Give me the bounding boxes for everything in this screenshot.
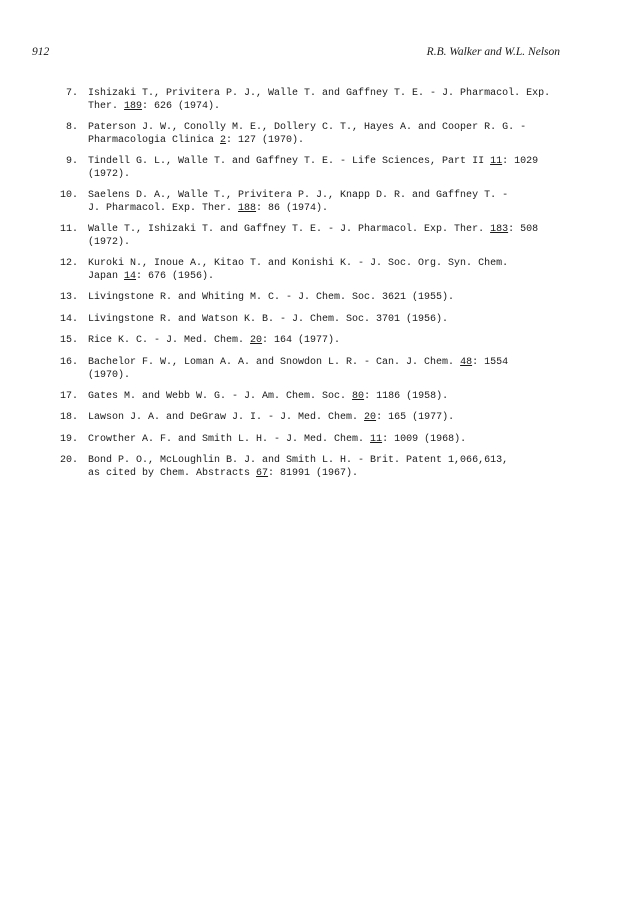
reference-text [88,335,576,348]
reference-item [56,391,576,404]
reference-line [88,169,576,182]
reference-number: 16. [59,356,78,368]
reference-line [88,88,576,101]
reference-line [88,258,576,271]
citation-text: Crowther A. F. and Smith L. H. - J. Med. Chem. [88,433,371,445]
citation-text: Pharmacologia Clinica [88,134,221,146]
reference-number: 17. [59,391,78,402]
reference-line [88,455,576,468]
reference-text [88,455,576,480]
reference-number: 11. [59,224,78,236]
citation-pages: : 1186 (1958). [364,391,449,402]
reference-item [56,190,576,215]
citation-text: (1972). [88,168,131,180]
citation-text: Lawson J. A. and DeGraw J. I. - J. Med. Chem. [88,412,365,424]
reference-number: 15. [59,335,78,347]
citation-text: Ther. [88,100,125,112]
reference-line [88,237,576,250]
reference-line [88,357,576,370]
citation-text: Walle T., Ishizaki T. and Gaffney T. E. - J. Pharmacol. Exp. Ther. [88,224,491,236]
citation-text: Ishizaki T., Privitera P. J., Walle T. and Gaffney T. E. - J. Pharmacol. Exp. [88,88,551,99]
volume-number: 189 [124,100,143,112]
citation-pages: : 1029 [502,156,539,168]
citation-text: Bachelor F. W., Loman A. A. and Snowdon L. R. - Can. J. Chem. [88,356,461,368]
citation-text: Rice K. C. - J. Med. Chem. [88,335,251,347]
reference-item [56,335,576,348]
reference-list [56,88,576,490]
volume-number: 183 [490,224,509,236]
reference-item [56,434,576,447]
reference-line [88,434,576,447]
reference-text [88,314,576,327]
citation-pages: : 164 (1977). [262,335,341,347]
reference-item [56,88,576,113]
reference-line [88,468,576,481]
reference-number: 20. [59,455,78,467]
reference-line [88,135,576,148]
reference-line [88,122,576,135]
reference-item [56,156,576,181]
reference-item [56,292,576,305]
reference-line [88,271,576,284]
reference-text [88,391,576,404]
reference-line [88,101,576,114]
citation-pages: : 127 (1970). [226,134,305,146]
reference-text [88,258,576,283]
citation-text: J. Pharmacol. Exp. Ther. [88,202,239,214]
citation-text: Livingstone R. and Watson K. B. - J. Chem. Soc. 3701 (1956). [88,313,449,325]
citation-pages: : 508 [508,224,539,236]
reference-number: 8. [65,122,78,134]
citation-text: Paterson J. W., Conolly M. E., Dollery C. T., Hayes A. and Cooper R. G. - [88,122,527,134]
reference-number: 7. [65,88,78,99]
volume-number: 67 [256,468,269,480]
reference-number: 14. [59,313,78,325]
reference-item [56,224,576,249]
volume-number: 2 [220,134,227,146]
running-head-authors: R.B. Walker and W.L. Nelson [426,46,560,58]
reference-number: 12. [59,258,78,270]
reference-item [56,412,576,425]
citation-text: (1972). [88,236,131,248]
reference-text [88,357,576,382]
citation-text: Japan [88,270,125,282]
reference-line [88,412,576,425]
volume-number: 20 [364,412,377,424]
citation-pages: : 81991 (1967). [268,468,359,480]
reference-number: 10. [59,190,78,202]
citation-pages: : 1554 [472,356,509,368]
reference-line [88,156,576,169]
reference-number: 13. [59,292,78,304]
citation-pages: : 676 (1956). [136,270,215,282]
reference-line [88,292,576,305]
volume-number: 80 [352,391,365,402]
reference-text [88,156,576,181]
citation-pages: : 1009 (1968). [382,433,467,445]
citation-text: Gates M. and Webb W. G. - J. Am. Chem. Soc. [88,391,353,402]
reference-line [88,314,576,327]
reference-line [88,370,576,383]
reference-line [88,224,576,237]
citation-pages: : 86 (1974). [256,202,329,214]
reference-item [56,455,576,480]
volume-number: 188 [238,202,257,214]
reference-text [88,190,576,215]
page-header [32,46,560,60]
reference-text [88,88,576,113]
reference-line [88,190,576,203]
volume-number: 20 [250,335,263,347]
citation-text: Livingstone R. and Whiting M. C. - J. Chem. Soc. 3621 (1955). [88,292,455,304]
reference-text [88,122,576,147]
reference-item [56,122,576,147]
volume-number: 11 [490,156,503,168]
reference-item [56,357,576,382]
reference-number: 19. [59,433,78,445]
reference-line [88,335,576,348]
volume-number: 48 [460,356,473,368]
citation-pages: : 626 (1974). [142,100,221,112]
citation-text: Kuroki N., Inoue A., Kitao T. and Konishi K. - J. Soc. Org. Syn. Chem. [88,258,509,270]
volume-number: 11 [370,433,383,445]
reference-text [88,224,576,249]
citation-text: as cited by Chem. Abstracts [88,468,257,480]
volume-number: 14 [124,270,137,282]
reference-item [56,314,576,327]
citation-pages: : 165 (1977). [376,412,455,424]
reference-number: 18. [59,412,78,424]
reference-text [88,412,576,425]
page-number: 912 [32,46,50,58]
reference-text [88,292,576,305]
reference-line [88,391,576,404]
citation-text: (1970). [88,369,131,381]
reference-number: 9. [65,156,78,168]
reference-text [88,434,576,447]
citation-text: Bond P. O., McLoughlin B. J. and Smith L. H. - Brit. Patent 1,066,613, [88,455,509,467]
citation-text: Saelens D. A., Walle T., Privitera P. J., Knapp D. R. and Gaffney T. - [88,190,509,202]
reference-item [56,258,576,283]
citation-text: Tindell G. L., Walle T. and Gaffney T. E. - Life Sciences, Part II [88,156,491,168]
reference-line [88,203,576,216]
